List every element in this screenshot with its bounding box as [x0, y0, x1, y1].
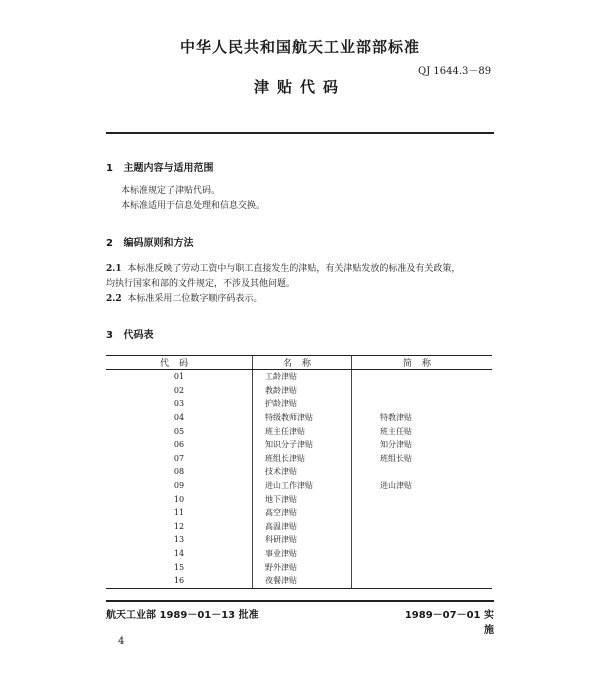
row-code: 16 [106, 574, 253, 588]
row-name: 知识分子津贴 [253, 438, 352, 452]
row-abbr [352, 547, 493, 561]
section-2-number: 2 [106, 238, 113, 249]
code-table [106, 355, 492, 589]
section-3-title: 代码表 [123, 330, 154, 341]
table-row [106, 560, 492, 574]
clause-2-1 [106, 262, 498, 276]
row-code: 15 [173, 562, 185, 572]
row-abbr: 班主任贴 [352, 424, 493, 438]
clause-2-1-number: 2.1 [106, 264, 122, 274]
row-abbr [352, 465, 493, 479]
row-code: 07 [173, 453, 185, 463]
section-1-title: 主题内容与适用范围 [123, 163, 214, 174]
row-code: 01 [173, 372, 185, 382]
section-2-heading [106, 234, 193, 249]
table-row [106, 574, 492, 588]
approval-date: 航天工业部 1989－01－13 批准 [106, 610, 259, 621]
table-row [106, 520, 492, 534]
footer-rule [106, 600, 494, 602]
row-abbr: 班组长贴 [352, 452, 493, 466]
row-code: 12 [173, 521, 185, 531]
table-row [106, 424, 492, 438]
section-1-line-2: 本标准适用于信息处理和信息交换。 [121, 201, 266, 211]
row-abbr [352, 533, 493, 547]
row-name: 教龄津贴 [253, 384, 352, 398]
header-rule [106, 132, 494, 134]
row-abbr: 知分津贴 [352, 438, 493, 452]
header-abbr: 简称 [352, 356, 493, 370]
row-name: 班组长津贴 [253, 452, 352, 466]
table-row [106, 397, 492, 411]
table-row [106, 384, 492, 398]
table-row [106, 411, 492, 425]
row-abbr [352, 384, 493, 398]
table-row [106, 533, 492, 547]
row-name: 科研津贴 [253, 533, 352, 547]
section-3-heading [106, 326, 153, 341]
document-title: 津贴代码 [253, 78, 346, 96]
table-row [106, 506, 492, 520]
row-code: 04 [173, 413, 185, 423]
row-name: 高空津贴 [253, 506, 352, 520]
row-abbr [352, 506, 493, 520]
row-code: 14 [173, 549, 185, 559]
row-name: 班主任津贴 [253, 424, 352, 438]
row-code: 06 [173, 440, 185, 450]
effective-date: 1989－07－01 实施 [404, 610, 494, 636]
row-code: 11 [173, 508, 185, 518]
row-code: 08 [173, 467, 185, 477]
table-header-row [106, 356, 492, 370]
row-name: 夜餐津贴 [253, 574, 352, 588]
row-abbr [352, 397, 493, 411]
row-name: 特级教师津贴 [253, 411, 352, 425]
row-abbr [352, 492, 493, 506]
row-name: 事业津贴 [253, 547, 352, 561]
table-row [106, 438, 492, 452]
table-row [106, 452, 492, 466]
clause-2-2-number: 2.2 [106, 294, 122, 304]
row-abbr: 特教津贴 [352, 411, 493, 425]
section-1-line-1: 本标准规定了津贴代码。 [121, 186, 221, 196]
page-number: 4 [118, 636, 125, 647]
section-1-heading [106, 159, 213, 174]
row-name: 护龄津贴 [253, 397, 352, 411]
table-row [106, 465, 492, 479]
row-name: 工龄津贴 [253, 370, 352, 384]
table-row [106, 479, 492, 493]
row-code: 05 [173, 426, 185, 436]
standard-organization: 中华人民共和国航天工业部部标准 [179, 38, 420, 56]
section-1-number: 1 [106, 163, 113, 174]
header-name: 名称 [253, 356, 352, 370]
row-abbr: 进山津贴 [352, 479, 493, 493]
standard-code: QJ 1644.3－89 [418, 66, 492, 77]
row-name: 地下津贴 [253, 492, 352, 506]
clause-2-2 [106, 292, 262, 306]
table-row [106, 370, 492, 384]
clause-2-1-line-1: 本标准反映了劳动工资中与职工直接发生的津贴，有关津贴发放的标准及有关政策， [127, 264, 461, 274]
table-row [106, 492, 492, 506]
row-code: 09 [173, 481, 185, 491]
row-abbr [352, 520, 493, 534]
header-code: 代码 [106, 356, 253, 370]
clause-2-2-text: 本标准采用二位数字顺序码表示。 [127, 294, 263, 304]
table-row [106, 547, 492, 561]
row-name: 进山工作津贴 [253, 479, 352, 493]
row-name: 技术津贴 [253, 465, 352, 479]
row-abbr [352, 370, 493, 384]
row-code: 03 [173, 399, 185, 409]
clause-2-1-line-2: 均执行国家和部的文件规定，不涉及其他问题。 [106, 279, 296, 289]
row-code: 10 [173, 494, 185, 504]
row-code: 13 [173, 535, 185, 545]
row-abbr [352, 560, 493, 574]
row-name: 高温津贴 [253, 520, 352, 534]
section-3-number: 3 [106, 330, 113, 341]
row-code: 02 [173, 385, 185, 395]
section-2-title: 编码原则和方法 [123, 238, 194, 249]
row-abbr [352, 574, 493, 588]
row-name: 野外津贴 [253, 560, 352, 574]
